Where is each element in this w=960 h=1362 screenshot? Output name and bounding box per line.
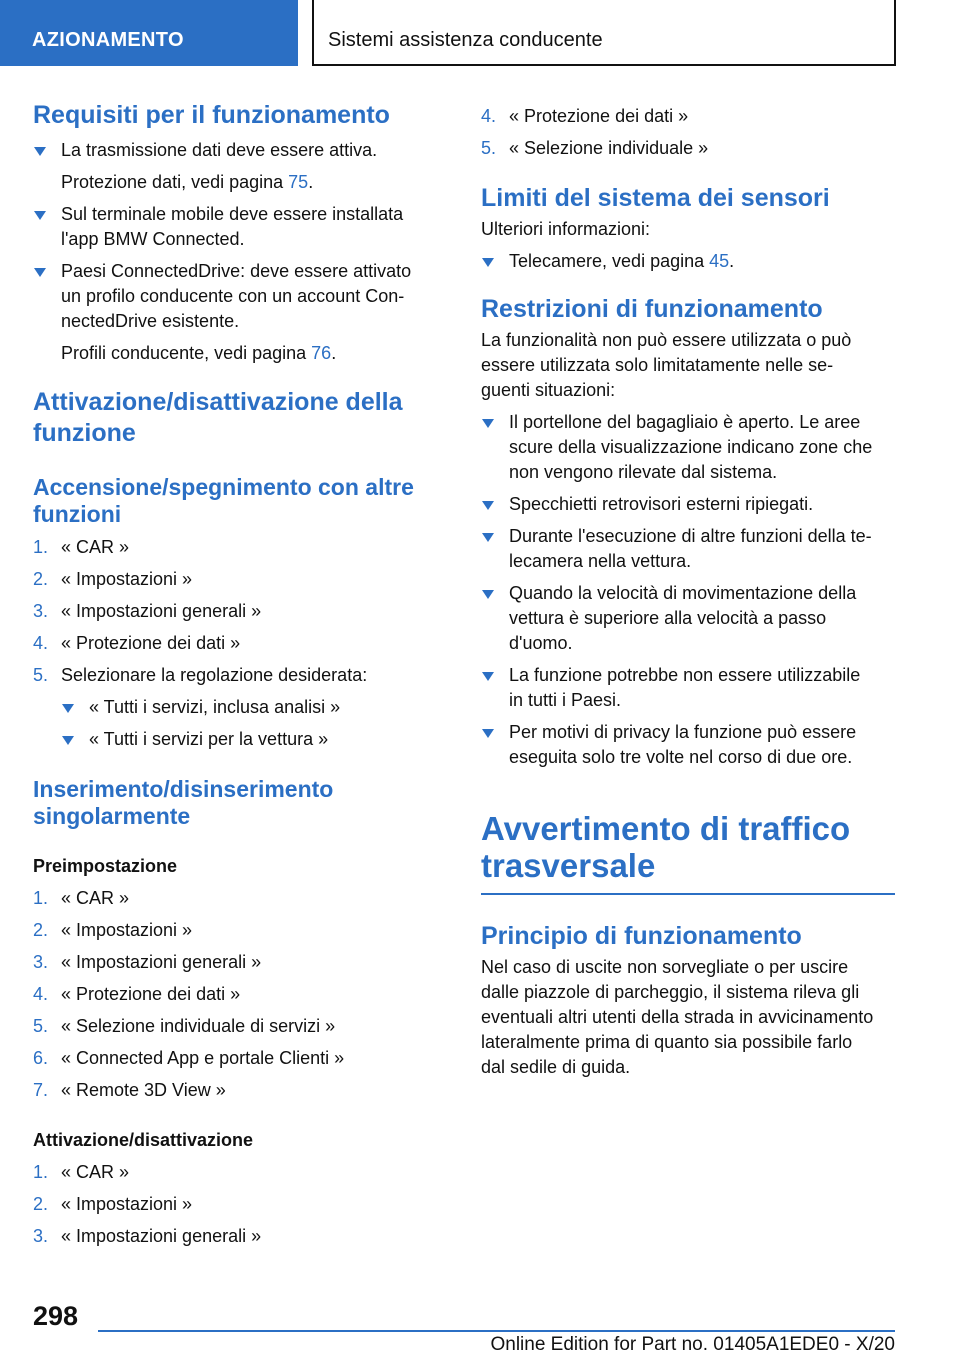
- step-item: 3. « Impostazioni generali »: [33, 601, 262, 621]
- step-item: 7. « Remote 3D View »: [33, 1080, 226, 1100]
- page-link[interactable]: 76: [311, 343, 332, 363]
- restriction-item: Il portellone del bagagliaio è aperto. Le aree scure della visualizzazione indicano zone che non vengono rilevate dal sistema.: [481, 410, 895, 485]
- activation-deactivation-heading: Attivazione/disattivazione: [33, 1130, 254, 1150]
- restriction-item: Durante l'esecuzione di altre funzioni della te- lecamera nella vettura.: [481, 524, 895, 574]
- header-chapter-label: Sistemi assistenza conducente: [328, 29, 603, 51]
- step-item: 2. « Impostazioni »: [33, 569, 193, 589]
- step-item: 5. Selezionare la regolazione desiderata:: [33, 665, 368, 685]
- page-link[interactable]: 75: [288, 172, 309, 192]
- requirement-reference: Protezione dati, vedi pagina 75.: [61, 172, 314, 192]
- header-section-tab: [0, 0, 298, 66]
- step-item: 2. « Impostazioni »: [33, 920, 193, 940]
- requirement-item: Paesi ConnectedDrive: deve essere attivato un profilo conducente con un account Con- nectedDrive esistente.: [33, 259, 433, 334]
- cross-traffic-heading: Avvertimento di traffico trasversale: [481, 810, 851, 884]
- step-item: 4. « Protezione dei dati »: [481, 106, 689, 126]
- restriction-item: Quando la velocità di movimentazione della vettura è superiore alla velocità a passo d'uomo.: [481, 581, 895, 656]
- sensor-limits-item: Telecamere, vedi pagina 45.: [481, 249, 895, 274]
- requirement-item: La trasmissione dati deve essere attiva.: [33, 138, 433, 163]
- step-item: 1. « CAR »: [33, 537, 130, 557]
- right-column: [481, 100, 895, 1080]
- restrictions-heading: Restrizioni di funzionamento: [481, 295, 823, 323]
- step-item: 4. « Protezione dei dati »: [33, 633, 241, 653]
- sensor-limits-heading: Limiti del sistema dei sensori: [481, 184, 830, 212]
- individual-heading: Inserimento/disinserimento singolarmente: [33, 776, 334, 829]
- step-item: 2. « Impostazioni »: [33, 1194, 193, 1214]
- step-item: 5. « Selezione individuale »: [481, 138, 709, 158]
- step-item: 3. « Impostazioni generali »: [33, 952, 262, 972]
- requirements-heading: Requisiti per il funzionamento: [33, 101, 390, 129]
- option-item: « Tutti i servizi, inclusa analisi »: [61, 695, 433, 720]
- requirement-reference: Profili conducente, vedi pagina 76.: [61, 343, 337, 363]
- edition-note: Online Edition for Part no. 01405A1EDE0 - X/20: [490, 1334, 895, 1355]
- step-item: 3. « Impostazioni generali »: [33, 1226, 262, 1246]
- left-column: [33, 100, 433, 1249]
- restriction-item: Per motivi di privacy la funzione può essere eseguita solo tre volte nel corso di due ore.: [481, 720, 895, 770]
- requirement-item: Sul terminale mobile deve essere installata l'app BMW Connected.: [33, 202, 433, 252]
- step-item: 6. « Connected App e portale Clienti »: [33, 1048, 345, 1068]
- principle-heading: Principio di funzionamento: [481, 922, 802, 950]
- option-item: « Tutti i servizi per la vettura »: [61, 727, 433, 752]
- page-number: 298: [33, 1301, 79, 1331]
- step-item: 5. « Selezione individuale di servizi »: [33, 1016, 336, 1036]
- header-chapter-tab: [312, 0, 896, 66]
- other-functions-heading: Accensione/spegnimento con altre funzioni: [33, 474, 414, 527]
- header-section-label: AZIONAMENTO: [32, 29, 184, 51]
- preset-heading: Preimpostazione: [33, 856, 178, 876]
- step-item: 1. « CAR »: [33, 888, 130, 908]
- page-link[interactable]: 45: [709, 251, 730, 271]
- restriction-item: La funzione potrebbe non essere utilizzabile in tutti i Paesi.: [481, 663, 895, 713]
- principle-text: Nel caso di uscite non sorvegliate o per uscire dalle piazzole di parcheggio, il sistema rileva gli eventuali altri utenti della strada in avvicinamento lateralmente prima di quanto sia possibile farlo dal sedile di guida.: [481, 957, 874, 1077]
- footer-divider: [98, 1330, 895, 1332]
- sensor-limits-text: Ulteriori informazioni:: [481, 219, 651, 239]
- step-item: 1. « CAR »: [33, 1162, 130, 1182]
- step-item: 4. « Protezione dei dati »: [33, 984, 241, 1004]
- restrictions-text: La funzionalità non può essere utilizzata o può essere utilizzata solo limitatamente nelle se- guenti situazioni:: [481, 330, 852, 400]
- restriction-item: Specchietti retrovisori esterni ripiegati.: [481, 492, 895, 517]
- activation-heading: Attivazione/disattivazione della funzione: [33, 388, 403, 447]
